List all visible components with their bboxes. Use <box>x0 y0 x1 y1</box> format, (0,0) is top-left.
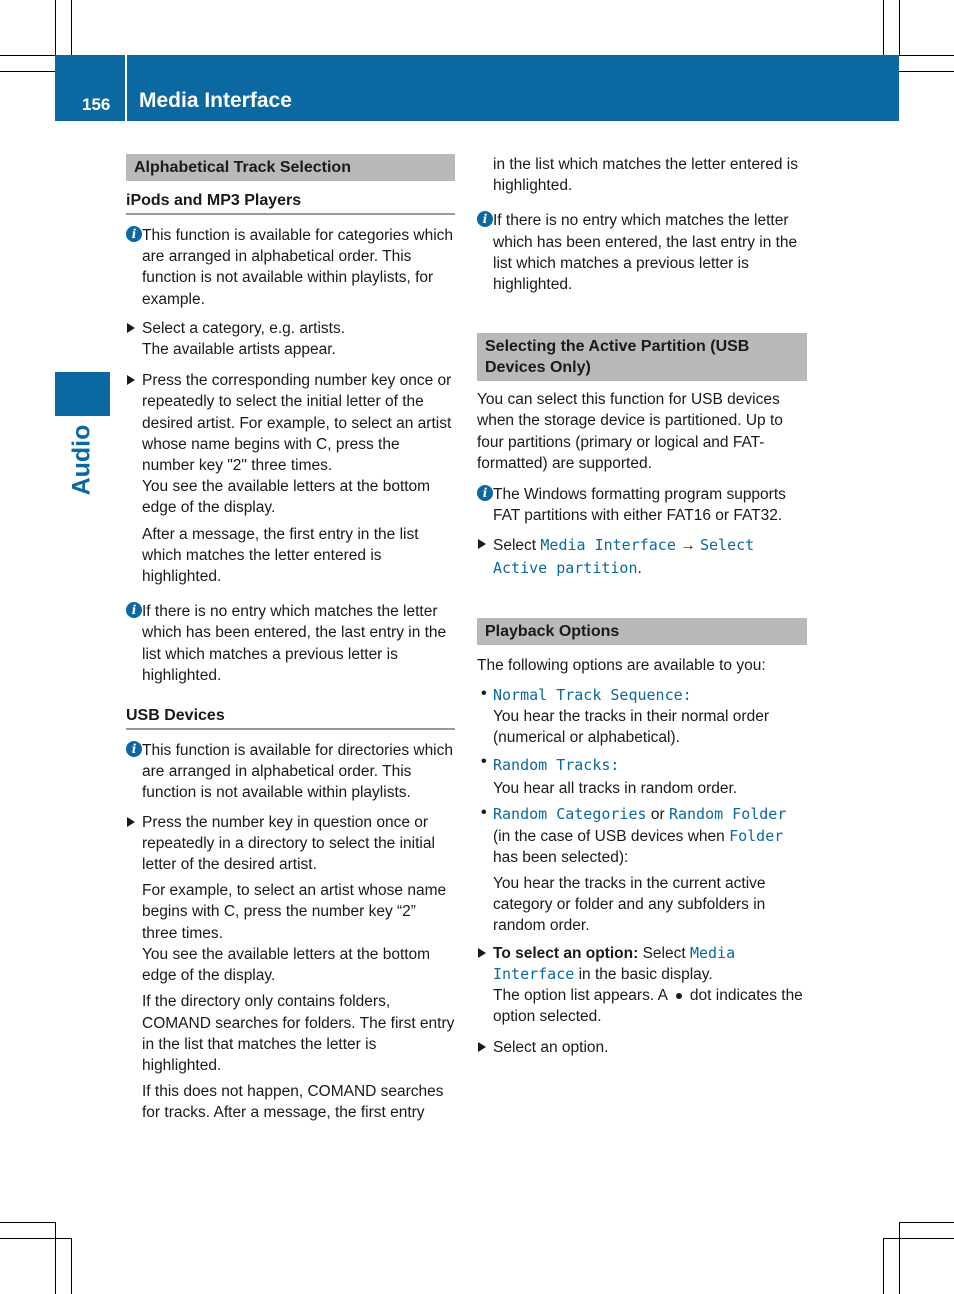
crop-mark <box>0 55 56 56</box>
info-icon: i <box>126 741 142 757</box>
option-text-part: (in the case of USB devices when <box>493 827 725 845</box>
right-column <box>477 154 807 1059</box>
option-text: You hear the tracks in their normal order (numerical or alphabetical). <box>493 707 769 747</box>
crop-mark <box>71 1238 72 1294</box>
step-text: in the list which matches the letter entered is highlighted. <box>493 156 798 195</box>
continued-text <box>477 154 807 196</box>
bullet-icon: • <box>481 684 487 702</box>
option-bullet <box>477 685 807 749</box>
crop-mark <box>0 1222 56 1223</box>
step-text: Press the number key in question once or repeatedly in a directory to select the initial letter of the desired artist. <box>142 813 435 874</box>
option-text-part: has been selected): <box>493 848 629 866</box>
crop-mark <box>899 0 900 56</box>
crop-mark <box>899 55 954 56</box>
instruction-step <box>126 812 455 1124</box>
step-arrow-icon <box>478 948 486 958</box>
selection-dot-icon <box>676 993 682 999</box>
header-divider <box>125 55 127 121</box>
option-normal-track-sequence: Normal Track Sequence: <box>493 685 692 704</box>
crop-mark <box>899 1222 954 1223</box>
to-select-text: Select <box>642 944 686 962</box>
step-text: After a message, the first entry in the list which matches the letter entered is highlighted. <box>142 525 419 586</box>
page-number: 156 <box>82 95 111 114</box>
info-text: If there is no entry which matches the letter which has been entered, the last entry in the list which matches a previous letter is highlighted. <box>493 212 798 294</box>
menu-path-media-interface: Media Interface <box>493 943 736 983</box>
or-text: or <box>650 806 665 824</box>
step-arrow-icon <box>127 817 135 827</box>
option-bullet <box>477 753 807 799</box>
subheading: iPods and MP3 Players <box>126 192 455 215</box>
step-arrow-icon <box>127 375 135 385</box>
info-icon: i <box>477 485 493 501</box>
subheading: USB Devices <box>126 707 455 730</box>
step-arrow-icon <box>127 323 135 333</box>
option-text: You hear all tracks in random order. <box>493 780 738 798</box>
list-appears-text: The option list appears. A <box>493 987 668 1005</box>
info-icon: i <box>126 602 142 618</box>
option-random-tracks: Random Tracks: <box>493 756 620 775</box>
crop-mark <box>71 0 72 56</box>
option-label <box>493 804 807 825</box>
info-icon: i <box>126 226 142 242</box>
step-text: If the directory only contains folders, COMAND searches for folders. The first entry in the list that matches the letter is highlighted. <box>142 993 455 1074</box>
info-text: This function is available for categories which are arranged in alphabetical order. This function is not available within playlists, for example. <box>142 227 454 308</box>
step-arrow-icon <box>478 1042 486 1052</box>
step-text <box>493 985 807 1027</box>
info-text: The Windows formatting program supports FAT partitions with either FAT16 or FAT32. <box>493 486 786 525</box>
instruction-step <box>126 370 455 587</box>
page-title: Media Interface <box>139 89 292 112</box>
crop-mark <box>55 0 56 56</box>
crop-mark <box>883 1238 884 1294</box>
instruction-step <box>477 534 807 580</box>
crop-mark <box>899 1222 900 1294</box>
step-text: If this does not happen, COMAND searches for tracks. After a message, the first entry <box>142 1083 444 1122</box>
list-appears-text: dot indicates the option selected. <box>493 987 803 1026</box>
side-tab-label: Audio <box>67 424 96 496</box>
period: . <box>637 560 642 578</box>
step-text <box>493 943 807 985</box>
step-text: You see the available letters at the bottom edge of the display. <box>142 478 431 517</box>
left-column <box>126 154 455 1124</box>
option-random-categories: Random Categories <box>493 805 647 824</box>
option-text <box>493 826 807 868</box>
info-text: This function is available for directories which are arranged in alphabetical order. This function is not available within playlists. <box>142 742 453 802</box>
info-icon: i <box>477 211 493 227</box>
option-folder: Folder <box>729 826 784 845</box>
body-text: You can select this function for USB devices when the storage device is partitioned. Up to four partitions (primary or logical and FAT-formatted) are supported. <box>477 391 783 472</box>
step-arrow-icon <box>478 539 486 549</box>
step-text <box>493 534 807 580</box>
to-select-label: To select an option: <box>493 944 639 962</box>
instruction-step <box>126 318 455 360</box>
menu-path-media-interface: Media Interface <box>540 536 676 555</box>
section-heading: Playback Options <box>477 618 807 645</box>
side-tab-marker <box>55 372 110 416</box>
crop-mark <box>0 71 56 72</box>
info-note <box>126 225 455 310</box>
instruction-step <box>477 943 807 1028</box>
to-select-rest: in the basic display. <box>578 965 713 983</box>
crop-mark <box>899 71 954 72</box>
step-text: You see the available letters at the bottom edge of the display. <box>142 945 431 985</box>
body-text: The following options are available to you: <box>477 657 766 675</box>
crop-mark <box>883 1238 954 1239</box>
info-note <box>477 210 807 295</box>
crop-mark <box>55 1222 56 1294</box>
step-text: For example, to select an artist whose name begins with C, press the number key “2” three times. <box>142 882 447 942</box>
instruction-step <box>477 1037 807 1058</box>
bullet-icon: • <box>481 804 487 822</box>
option-random-folder: Random Folder <box>668 805 787 824</box>
arrow-icon: → <box>680 537 696 555</box>
crop-mark <box>0 1238 72 1239</box>
option-label <box>493 753 807 778</box>
step-text: Select an option. <box>493 1039 609 1057</box>
option-bullet <box>477 804 807 936</box>
section-heading: Selecting the Active Partition (USB Devices Only) <box>477 333 807 381</box>
info-note <box>126 740 455 804</box>
select-word: Select <box>493 537 537 555</box>
option-text: You hear the tracks in the current active category or folder and any subfolders in random order. <box>493 875 766 935</box>
step-text: The available artists appear. <box>142 341 336 359</box>
step-text: Press the corresponding number key once or repeatedly to select the initial letter of the desired artist. For example, to select an artist whose name begins with C, press the number key "2" three times. <box>142 372 452 475</box>
section-heading: Alphabetical Track Selection <box>126 154 455 181</box>
info-note <box>477 484 807 526</box>
step-text: Select a category, e.g. artists. <box>142 319 346 337</box>
info-text: If there is no entry which matches the letter which has been entered, the last entry in the list which matches a previous letter is highlighted. <box>142 603 447 684</box>
menu-path-select-active-partition: Select Active partition <box>493 536 755 578</box>
bullet-icon: • <box>481 753 487 771</box>
info-note <box>126 601 455 686</box>
crop-mark <box>883 0 884 56</box>
option-label <box>493 685 807 706</box>
